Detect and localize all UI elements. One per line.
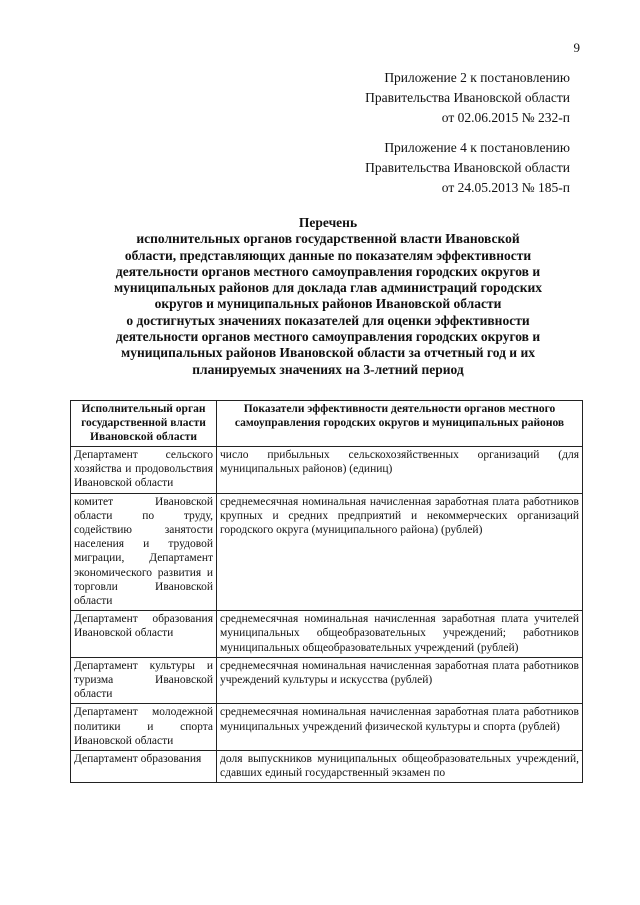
department-cell: Департамент культуры и туризма Ивановской области	[71, 657, 217, 704]
table-header-row	[71, 401, 583, 447]
department-cell: комитет Ивановской области по труду, содействию занятости населения и трудовой миграции, Департамент экономического развития и торговли Ивановской области	[71, 493, 217, 611]
title-line: исполнительных органов государственной власти Ивановской	[136, 231, 520, 247]
table-row	[71, 611, 583, 658]
title-line: области, представляющих данные по показателям эффективности	[124, 247, 532, 263]
title-line: деятельности органов местного самоуправления городских округов и	[115, 263, 541, 279]
annex-line: Правительства Ивановской области	[365, 160, 570, 175]
annex-reference-1	[365, 68, 570, 128]
table-row	[71, 657, 583, 704]
page-number: 9	[573, 40, 580, 55]
header-indicators: Показатели эффективности деятельности органов местного самоуправления городских округов и муниципальных районов	[217, 401, 583, 447]
department-cell: Департамент сельского хозяйства и продовольствия Ивановской области	[71, 447, 217, 494]
title-line: округов и муниципальных районов Ивановской области	[154, 296, 502, 312]
document-title	[68, 215, 588, 378]
indicator-cell: число прибыльных сельскохозяйственных организаций (для муниципальных районов) (единиц)	[217, 447, 583, 494]
annex-line: Правительства Ивановской области	[365, 90, 570, 105]
title-line: муниципальных районов Ивановской области за отчетный год и их	[121, 345, 535, 361]
department-cell: Департамент молодежной политики и спорта Ивановской области	[71, 704, 217, 751]
departments-table	[70, 400, 583, 783]
title-line: деятельности органов местного самоуправления городских округов и	[115, 329, 541, 345]
indicator-cell: среднемесячная номинальная начисленная заработная плата работников крупных и средних предприятий и некоммерческих организаций городского округа (муниципального района) (рублей)	[217, 493, 583, 611]
annex-line: Приложение 2 к постановлению	[384, 70, 570, 85]
title-line: планируемых значениях на 3-летний период	[192, 361, 464, 377]
table-row	[71, 704, 583, 751]
department-cell: Департамент образования	[71, 751, 217, 783]
indicator-cell: среднемесячная номинальная начисленная заработная плата учителей муниципальных общеобразовательных учреждений; работников муниципальных общеобразовательных учреждений (рублей)	[217, 611, 583, 658]
department-cell: Департамент образования Ивановской области	[71, 611, 217, 658]
annex-reference-2	[365, 138, 570, 198]
indicator-cell: среднемесячная номинальная начисленная заработная плата работников муниципальных учреждений физической культуры и спорта (рублей)	[217, 704, 583, 751]
indicator-cell: среднемесячная номинальная начисленная заработная плата работников учреждений культуры и искусства (рублей)	[217, 657, 583, 704]
table-row	[71, 751, 583, 783]
annex-line: от 02.06.2015 № 232-п	[441, 110, 570, 125]
annex-line: от 24.05.2013 № 185-п	[441, 180, 570, 195]
annex-line: Приложение 4 к постановлению	[384, 140, 570, 155]
table-row	[71, 447, 583, 494]
header-department: Исполнительный орган государственной власти Ивановской области	[71, 401, 217, 447]
indicator-cell: доля выпускников муниципальных общеобразовательных учреждений, сдавших единый государственный экзамен по	[217, 751, 583, 783]
title-line: Перечень	[298, 215, 358, 230]
title-line: муниципальных районов для доклада глав администраций городских	[113, 280, 543, 296]
title-line: о достигнутых значениях показателей для оценки эффективности	[126, 312, 530, 328]
table-row	[71, 493, 583, 611]
